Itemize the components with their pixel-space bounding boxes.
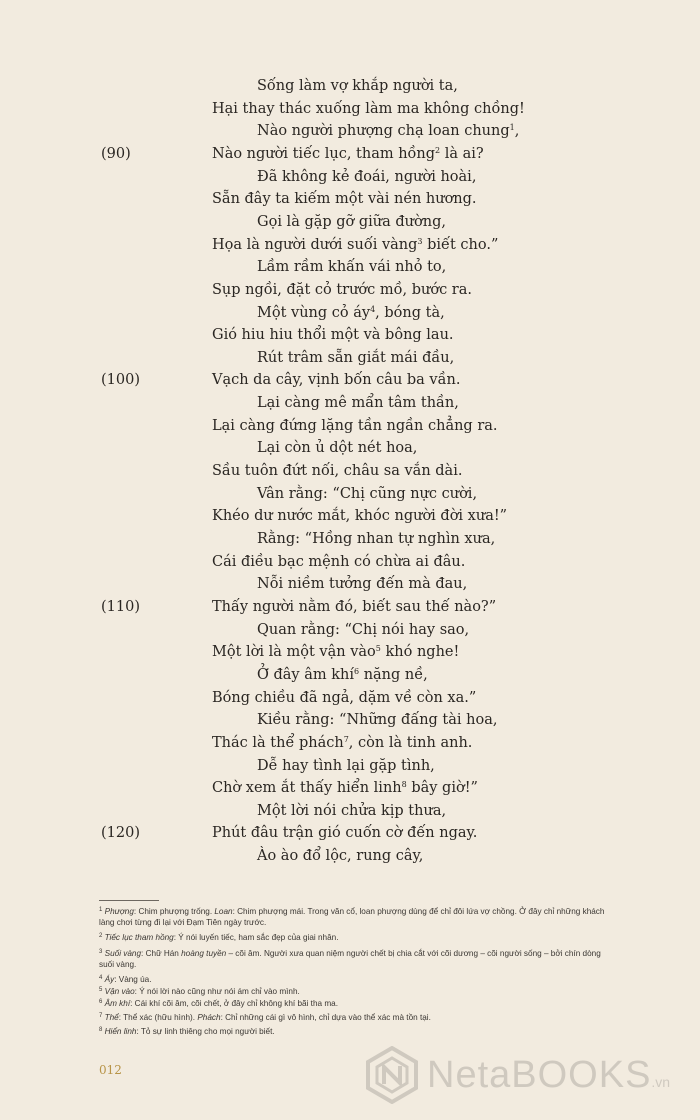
footnote [99, 932, 609, 943]
poem-line [212, 554, 465, 570]
poem-line-text-after: biết cho.” [422, 236, 499, 253]
poem-line-text: Thác là thể phách [212, 734, 344, 751]
footnote-ref: 6 [354, 666, 360, 676]
poem-line [257, 169, 476, 185]
footnote-number: 1 [99, 907, 103, 913]
verse-number: (120) [101, 825, 140, 842]
footnote-ref: 3 [417, 236, 423, 246]
poem-line-text: Họa là người dưới suối vàng [212, 236, 418, 253]
footnote [99, 986, 609, 997]
footnote-term: Phách [197, 1013, 221, 1022]
poem-line [212, 780, 478, 796]
watermark-brand: NetaBOOKS [427, 1054, 652, 1096]
poem-line-text: Nào người tiếc lục, tham hồng [212, 145, 436, 162]
poem-line-text: Hại thay thác xuống làm ma không chồng! [212, 100, 525, 117]
footnote-text: : Ý nói lời nào cũng như nói ám chỉ vào mình. [134, 987, 300, 996]
footnote-text: : Chỉ những cái gì vô hình, chỉ dựa vào thể xác mà tồn tại. [220, 1013, 431, 1022]
poem-line-text: Lại càng mê mẩn tâm thần, [257, 395, 459, 412]
footnote-number: 7 [99, 1013, 103, 1019]
poem-line [257, 123, 519, 139]
poem-line-text-after: , [514, 123, 520, 140]
poem-line-text: Dễ hay tình lại gặp tình, [257, 757, 435, 774]
poem-line [257, 848, 423, 864]
poem-line [257, 78, 458, 94]
footnote-text: : Thể xác (hữu hình). [118, 1013, 198, 1022]
footnote-term: Thể [104, 1013, 119, 1022]
poem-line [212, 146, 484, 162]
poem-line [257, 576, 467, 592]
poem-line-text: Đã không kẻ đoái, người hoài, [257, 168, 477, 185]
poem-line-text-after: nặng nề, [359, 666, 428, 683]
poem-line [212, 508, 507, 524]
footnote-text: : Chim phượng mái. Trong văn cổ, loan phượng dùng để chỉ đôi lứa vợ chồng. Ở đây chỉ những khách làng chơi từng đi lại với Đạm Tiên ngày trước. [99, 907, 605, 927]
footnote-term: Hiển linh [104, 1027, 137, 1036]
footnote-ref: 4 [370, 304, 376, 314]
poem-line-text: Sẵn đây ta kiếm một vài nén hương. [212, 191, 477, 208]
poem-line [257, 486, 477, 502]
poem-line-text: Thấy người nằm đó, biết sau thế nào?” [212, 598, 497, 615]
poem-line-text-after: , còn là tinh anh. [348, 734, 473, 751]
poem-line [257, 758, 435, 774]
footnote-term: Áy [104, 975, 115, 984]
poem-line-text: Rút trâm sẵn giắt mái đầu, [257, 349, 455, 366]
poem-line-text: Phút đâu trận gió cuốn cờ đến ngay. [212, 825, 478, 842]
poem-line-text: Kiều rằng: “Những đấng tài hoa, [257, 712, 498, 729]
page-number: 012 [99, 1063, 122, 1077]
footnote-term: Tiếc lục tham hồng [104, 933, 174, 942]
poem-line [212, 282, 472, 298]
poem-line [257, 395, 459, 411]
footnote [99, 998, 609, 1009]
footnote [99, 948, 609, 970]
footnote-number: 8 [99, 1027, 103, 1033]
footnote-number: 3 [99, 949, 103, 955]
footnote-divider [99, 900, 159, 901]
poem-line-text-after: là ai? [440, 145, 484, 162]
footnote-number: 5 [99, 987, 103, 993]
poem-line [212, 191, 477, 207]
poem-line-text: Một lời nói chửa kịp thưa, [257, 802, 447, 819]
poem-line [212, 644, 459, 660]
poem-line [257, 667, 428, 683]
footnote-term: Suối vàng [104, 949, 142, 958]
footnote-text: : Chim phượng trống. [133, 907, 215, 916]
footnote-number: 6 [99, 999, 103, 1005]
poem-line-text: Rằng: “Hồng nhan tự nghìn xưa, [257, 531, 496, 547]
poem-line-text-after: bây giờ!” [406, 780, 478, 797]
verse-number: (90) [101, 145, 131, 162]
poem-line [212, 599, 496, 615]
poem-line-text: Gọi là gặp gỡ giữa đường, [257, 213, 446, 230]
verse-number: (100) [101, 372, 140, 389]
footnote [99, 906, 609, 928]
footnote [99, 1012, 609, 1023]
poem-line-text: Vân rằng: “Chị cũng nực cười, [257, 485, 478, 502]
poem-line [212, 735, 472, 751]
poem-line-text: Lầm rầm khấn vái nhỏ to, [257, 259, 447, 276]
footnote [99, 974, 609, 985]
footnote-term: Loan [214, 907, 233, 916]
footnote-ref: 5 [375, 644, 381, 654]
poem-line-text: Khéo dư nước mắt, khóc người đời xưa!” [212, 508, 508, 525]
poem-line [257, 622, 469, 638]
footnote-ref: 2 [435, 145, 441, 155]
footnote-ref: 7 [343, 734, 349, 744]
poem-line [257, 440, 417, 456]
poem-line-text: Nỗi niềm tưởng đến mà đau, [257, 576, 468, 593]
poem-line [212, 372, 460, 388]
footnote-text: : Tỏ sự linh thiêng cho mọi người biết. [136, 1027, 275, 1036]
footnote-text: : Cái khí cõi âm, cõi chết, ở đây chỉ không khí bãi tha ma. [130, 999, 338, 1008]
poem-line-text: Lại càng đứng lặng tần ngần chẳng ra. [212, 417, 498, 434]
poem-line-text: Sầu tuôn đứt nối, châu sa vắn dài. [212, 463, 463, 480]
footnote-text: – cõi âm. Người xưa quan niệm người chết bị chia cắt với cõi dương – cõi người sống – bởi chín dòng suối vàng. [99, 949, 601, 969]
footnote-text: : Vàng úa. [114, 975, 152, 984]
footnote-term: Vận vào [104, 987, 135, 996]
watermark [365, 1046, 685, 1104]
poem-line [257, 305, 445, 321]
poem-line-text: Một lời là một vận vào [212, 644, 376, 661]
poem-line [212, 463, 462, 479]
poem-line-text: Quan rằng: “Chị nói hay sao, [257, 621, 470, 638]
poem-line-text: Lại còn ủ dột nét hoa, [257, 440, 418, 457]
verse-number: (110) [101, 598, 140, 615]
footnote-text: : Chữ Hán [141, 949, 182, 958]
poem-line-text: Bóng chiều đã ngả, dặm về còn xa.” [212, 689, 477, 706]
footnote-ref: 1 [509, 123, 515, 133]
poem-line-text: Sống làm vợ khắp người ta, [257, 78, 458, 94]
footnote-term: Phượng [104, 907, 134, 916]
poem-line [257, 259, 446, 275]
watermark-text [427, 1054, 670, 1097]
poem-line-text: Ở đây âm khí [257, 666, 354, 683]
poem-line [257, 214, 446, 230]
poem-line-text-after: , bóng tà, [375, 304, 445, 321]
poem-line-text: Sụp ngồi, đặt cỏ trước mồ, bước ra. [212, 281, 472, 298]
poem-line [257, 531, 495, 547]
poem-line-text: Nào người phượng chạ loan chung [257, 123, 510, 140]
footnote-term: Âm khí [104, 999, 131, 1008]
footnote-term: hoàng tuyền [181, 949, 227, 958]
poem-line [257, 803, 446, 819]
poem-line [212, 825, 477, 841]
watermark-suffix: .vn [651, 1074, 671, 1090]
netabooks-logo-icon [365, 1046, 419, 1104]
poem-line-text: Chờ xem ắt thấy hiển linh [212, 780, 402, 797]
poem-line [212, 237, 498, 253]
poem-line [257, 712, 497, 728]
footnote-ref: 8 [401, 780, 407, 790]
poem-line [212, 327, 454, 343]
footnote [99, 1026, 609, 1037]
poem-line [212, 418, 498, 434]
footnote-number: 2 [99, 933, 103, 939]
poem-line-text: Cái điều bạc mệnh có chừa ai đâu. [212, 553, 466, 570]
footnote-number: 4 [99, 975, 103, 981]
poem-line [212, 690, 476, 706]
poem-line-text: Vạch da cây, vịnh bốn câu ba vần. [212, 372, 461, 389]
poem-line [257, 350, 454, 366]
poem-line-text-after: khó nghe! [380, 644, 460, 661]
poem-line-text: Một vùng cỏ áy [257, 304, 371, 321]
poem-line [212, 101, 525, 117]
footnote-text: : Ý nói luyến tiếc, ham sắc đẹp của giai nhân. [173, 933, 339, 942]
poem-line-text: Gió hiu hiu thổi một và bông lau. [212, 327, 454, 344]
poem-line-text: Ào ào đổ lộc, rung cây, [257, 848, 424, 865]
